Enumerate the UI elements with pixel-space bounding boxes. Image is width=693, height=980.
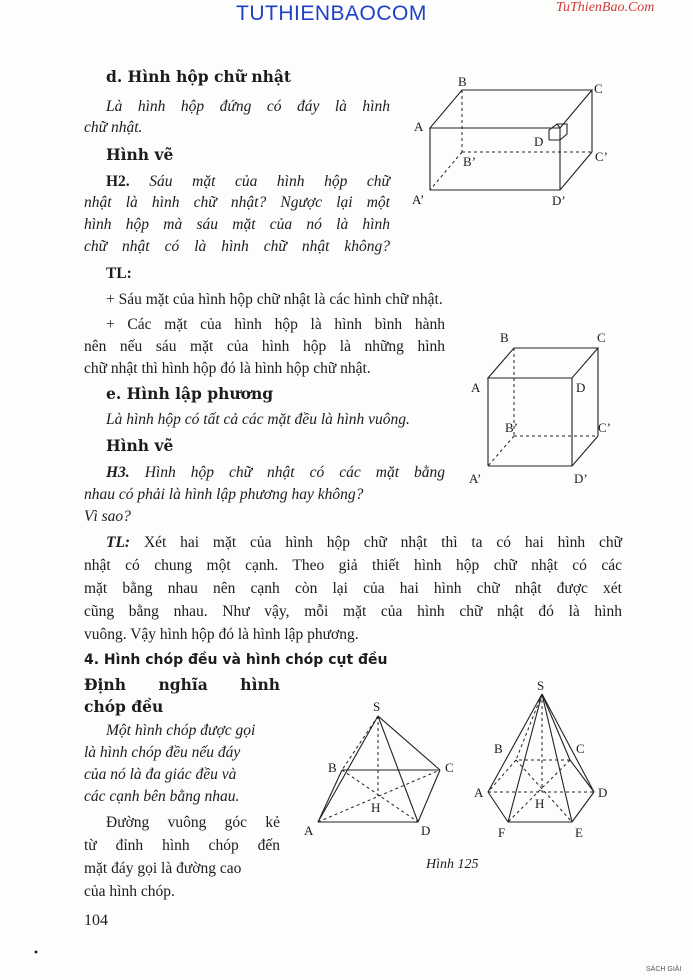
section-e-answer-line: nhật có chung một cạnh. Theo giả thiết hình hộp chữ nhật có các [84, 557, 622, 574]
h2-question-line: nhật là hình chữ nhật? Ngược lại một [84, 194, 390, 211]
pyramid1-label-C: C [445, 760, 454, 775]
pyramid2-label-A: A [474, 785, 484, 800]
h3-question-line: nhau có phải là hình lập phương hay không? [84, 486, 364, 503]
pyramid1-label-A: A [304, 823, 314, 838]
section-d-definition-line: chữ nhật. [84, 119, 143, 136]
definition-heading-line: Định nghĩa hình [84, 675, 280, 694]
pyramid1-label-S: S [373, 699, 381, 714]
pyramid-definition-line: là hình chóp đều nếu đáy [84, 744, 241, 761]
h2-question-line: hình hộp mà sáu mặt của nó là hình [84, 216, 390, 233]
footer-logo: SÁCH GIẢI [646, 966, 682, 973]
site-title: TUTHIENBAOCOM [236, 2, 427, 25]
section-d-definition-line: Là hình hộp đứng có đáy là hình [106, 98, 390, 115]
section-d-tl-label: TL: [106, 265, 132, 282]
figure-caption: Hình 125 [426, 857, 479, 872]
section-e-answer-text: Xét hai mặt của hình hộp chữ nhật thì ta có hai hình chữ [143, 534, 622, 551]
cube-label-C: C [597, 330, 606, 345]
pyramid1-label-B: B [328, 760, 337, 775]
section-d-answer-line: + Sáu mặt của hình hộp chữ nhật là các hình chữ nhật. [106, 291, 443, 308]
cube-label-A1: A’ [469, 471, 482, 486]
box-label-C: C [594, 81, 603, 96]
cube-label-A: A [471, 380, 481, 395]
site-logo: TuThienBao.Com [556, 0, 655, 15]
pyramid2-label-S: S [537, 678, 545, 693]
h3-label: H3. [106, 464, 130, 481]
section-e-heading: e. Hình lập phương [106, 384, 274, 403]
box-label-A1: A’ [412, 192, 425, 207]
height-definition-line: mặt đáy gọi là đường cao [84, 860, 242, 877]
section-d-hinh-ve: Hình vẽ [106, 145, 174, 164]
cube-label-C1: C’ [598, 420, 611, 435]
pyramid-definition-line: của nó là đa giác đều và [84, 766, 237, 783]
pyramid2-label-D: D [598, 785, 608, 800]
section-d-answer-line: + Các mặt của hình hộp là hình bình hành [106, 316, 445, 333]
section-d-answer-line: nên nếu sáu mặt của hình hộp là những hình [84, 338, 445, 355]
section-e-definition: Là hình hộp có tất cả các mặt đều là hình vuông. [106, 411, 410, 428]
cube-label-B: B [500, 330, 509, 345]
pyramid2-label-C: C [576, 741, 585, 756]
cube-label-D: D [576, 380, 586, 395]
pyramid2-label-F: F [498, 825, 506, 840]
section-e-tl-label: TL: [106, 534, 131, 551]
pyramid2-label-B: B [494, 741, 503, 756]
pyramid2-label-H: H [535, 796, 545, 811]
pyramid2-label-E: E [575, 825, 583, 840]
section-e-answer-line: vuông. Vậy hình hộp đó là hình lập phương. [84, 626, 359, 643]
h2-label: H2. [106, 173, 130, 190]
section-4-heading: 4. Hình chóp đều và hình chóp cụt đều [84, 652, 388, 668]
cube-label-B1: B’ [505, 420, 518, 435]
pyramid1-label-D: D [421, 823, 431, 838]
h3-text: Hình hộp chữ nhật có các mặt bằng [144, 464, 446, 481]
height-definition-line: từ đỉnh hình chóp đến [84, 837, 280, 854]
h2-question-line: chữ nhật có là hình chữ nhật không? [84, 238, 390, 255]
pyramid1-label-H: H [371, 800, 381, 815]
h3-question-line: Vì sao? [84, 508, 131, 525]
section-d-heading: d. Hình hộp chữ nhật [106, 67, 292, 86]
h2-text: Sáu mặt của hình hộp chữ [149, 173, 390, 190]
box-label-B: B [458, 74, 467, 89]
box-label-D1: D’ [552, 193, 566, 208]
pyramid-definition-line: Một hình chóp được gọi [106, 722, 256, 739]
section-e-hinh-ve: Hình vẽ [106, 436, 174, 455]
height-definition-line: Đường vuông góc kẻ [106, 814, 280, 831]
box-label-A: A [414, 119, 424, 134]
box-label-C1: C’ [595, 149, 608, 164]
cube-label-D1: D’ [574, 471, 588, 486]
box-label-B1: B’ [463, 154, 476, 169]
pyramid-definition-line: các cạnh bên bằng nhau. [84, 788, 240, 805]
definition-heading-line: chóp đều [84, 697, 164, 716]
section-e-answer-line: mặt bằng nhau nên cạnh còn lại của hai hình chữ nhật được xét [84, 580, 622, 597]
height-definition-line: của hình chóp. [84, 883, 175, 900]
bullet-mark: • [33, 948, 39, 959]
section-d-answer-line: chữ nhật thì hình hộp đó là hình hộp chữ nhật. [84, 360, 371, 377]
section-e-answer-line: cũng bằng nhau. Như vậy, mỗi mặt của hình chữ nhật đó là hình [84, 603, 622, 620]
page-number: 104 [84, 912, 108, 929]
box-label-D: D [534, 134, 544, 149]
